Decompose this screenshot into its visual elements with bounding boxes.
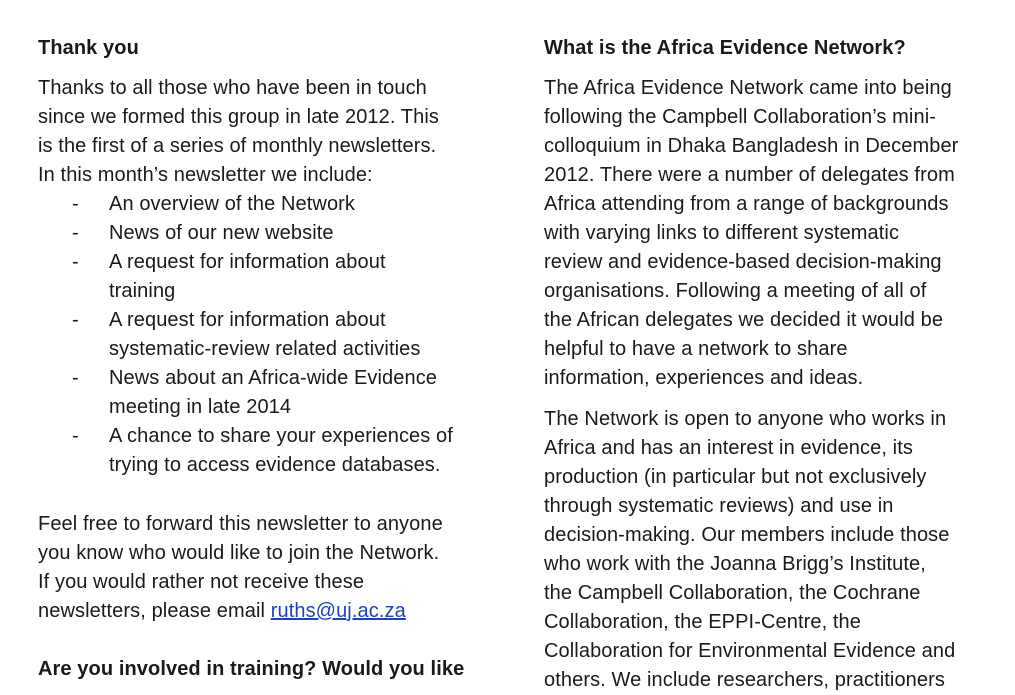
paragraph-line: The Network is open to anyone who works in <box>544 408 947 430</box>
list-item-text: A chance to share your experiences of <box>109 425 453 447</box>
intro-line: since we formed this group in late 2012. This <box>38 106 440 128</box>
paragraph-line: information, experiences and ideas. <box>544 367 864 389</box>
email-line <box>38 597 443 626</box>
paragraph-line: the Campbell Collaboration, the Cochrane <box>544 582 921 604</box>
intro-paragraph <box>38 74 439 190</box>
paragraph-line: following the Campbell Collaboration’s mini- <box>544 106 936 128</box>
list-item-text: An overview of the Network <box>109 193 356 215</box>
paragraph-line: Collaboration, the EPPI-Centre, the <box>544 611 862 633</box>
forward-line: you know who would like to join the Network. <box>38 542 440 564</box>
paragraph-line: with varying links to different systematic <box>544 222 900 244</box>
list-item <box>38 190 453 219</box>
list-item <box>38 364 453 422</box>
list-item-text: trying to access evidence databases. <box>109 454 441 476</box>
paragraph-line: colloquium in Dhaka Bangladesh in December <box>544 135 959 157</box>
training-heading: Are you involved in training? Would you like <box>38 658 465 680</box>
list-item-text: A request for information about <box>109 251 386 273</box>
forward-paragraph <box>38 510 443 626</box>
list-item-text: News about an Africa-wide Evidence <box>109 367 438 389</box>
newsletter-contents-list <box>38 190 453 480</box>
forward-line: If you would rather not receive these <box>38 571 365 593</box>
list-item-text: A request for information about <box>109 309 386 331</box>
bullet-dash: - <box>72 309 79 331</box>
list-item-text: meeting in late 2014 <box>109 396 292 418</box>
paragraph-line: decision-making. Our members include those <box>544 524 950 546</box>
list-item-text: systematic-review related activities <box>109 338 421 360</box>
paragraph-line: Africa attending from a range of backgrounds <box>544 193 949 215</box>
bullet-dash: - <box>72 367 79 389</box>
email-link[interactable]: ruths@uj.ac.za <box>270 600 406 622</box>
intro-line: Thanks to all those who have been in touch <box>38 77 427 99</box>
paragraph-line: organisations. Following a meeting of all of <box>544 280 927 302</box>
list-item-text: News of our new website <box>109 222 334 244</box>
network-heading: What is the Africa Evidence Network? <box>544 37 906 59</box>
bullet-dash: - <box>72 425 79 447</box>
paragraph-line: through systematic reviews) and use in <box>544 495 894 517</box>
intro-line: is the first of a series of monthly newsletters. <box>38 135 437 157</box>
paragraph-line: helpful to have a network to share <box>544 338 848 360</box>
paragraph-line: Collaboration for Environmental Evidence and <box>544 640 956 662</box>
forward-line: Feel free to forward this newsletter to anyone <box>38 513 443 535</box>
paragraph-line: who work with the Joanna Brigg’s Institute, <box>544 553 926 575</box>
thank-you-heading: Thank you <box>38 37 139 59</box>
list-item <box>38 306 453 364</box>
list-item <box>38 422 453 480</box>
network-origin-paragraph <box>544 74 958 393</box>
bullet-dash: - <box>72 251 79 273</box>
paragraph-line: review and evidence-based decision-making <box>544 251 942 273</box>
list-item <box>38 248 453 306</box>
paragraph-line: production (in particular but not exclusively <box>544 466 927 488</box>
intro-line: In this month’s newsletter we include: <box>38 164 373 186</box>
paragraph-line: others. We include researchers, practitioners <box>544 669 945 691</box>
network-membership-paragraph <box>544 405 955 695</box>
paragraph-line: 2012. There were a number of delegates from <box>544 164 955 186</box>
paragraph-line: the African delegates we decided it would be <box>544 309 944 331</box>
list-item-text: training <box>109 280 176 302</box>
email-prefix: newsletters, please email <box>38 600 271 622</box>
paragraph-line: Africa and has an interest in evidence, its <box>544 437 913 459</box>
bullet-dash: - <box>72 222 79 244</box>
bullet-dash: - <box>72 193 79 215</box>
paragraph-line: The Africa Evidence Network came into being <box>544 77 952 99</box>
list-item <box>38 219 453 248</box>
